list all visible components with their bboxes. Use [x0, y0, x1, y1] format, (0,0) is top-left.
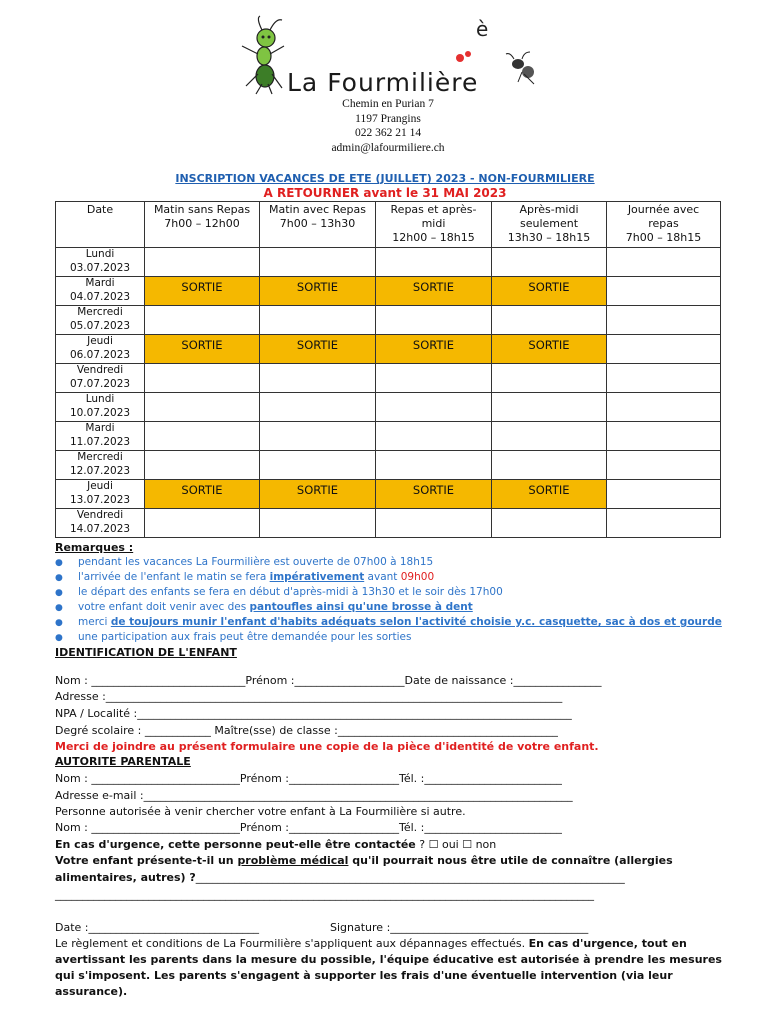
signature-field[interactable]: Signature :____________________________________	[330, 921, 589, 934]
table-row	[56, 248, 721, 277]
checkbox-cell[interactable]	[607, 451, 721, 480]
table-row	[56, 277, 721, 306]
remark-text-strong: pantoufles ainsi qu'une brosse à dent	[249, 601, 473, 613]
remark-text-post: avant	[364, 571, 401, 583]
medical-answer-line[interactable]: ______________________________________________________________________________	[195, 871, 625, 884]
remark-text-pre: votre enfant doit venir avec des	[78, 601, 250, 613]
child-grade-field[interactable]: Degré scolaire : ____________ Maître(sse) de classe :________________________________________	[55, 724, 558, 737]
authorized-name-field[interactable]: Nom : ___________________________Prénom :____________________Tél. :_________________________	[55, 821, 562, 834]
identification-heading: IDENTIFICATION DE L'ENFANT	[55, 646, 237, 659]
table-row	[56, 451, 721, 480]
parental-heading: AUTORITE PARENTALE	[55, 755, 191, 768]
address-email: admin@lafourmiliere.ch	[331, 141, 445, 154]
remark-text-pre: pendant les vacances La Fourmilière est ouverte de 07h00 à 18h15	[78, 556, 434, 568]
column-header	[145, 202, 260, 248]
medical-question-a: Votre enfant présente-t-il un	[55, 854, 238, 867]
checkbox-cell[interactable]	[145, 364, 260, 393]
medical-question	[55, 853, 673, 869]
checkbox-cell[interactable]	[376, 364, 492, 393]
remark-text-red: 09h00	[400, 571, 435, 583]
column-header-line: seulement	[519, 217, 579, 230]
checkbox-cell[interactable]	[607, 248, 721, 277]
checkbox-cell[interactable]	[607, 364, 721, 393]
date-cell	[56, 451, 145, 480]
remark-text-pre: merci	[78, 616, 111, 628]
date-cell-day: Mercredi	[77, 451, 123, 463]
date-cell	[56, 306, 145, 335]
date-cell-date: 06.07.2023	[69, 348, 131, 361]
sortie-cell: SORTIE	[260, 277, 376, 306]
parent-name-field[interactable]: Nom : ___________________________Prénom :____________________Tél. :_________________________	[55, 772, 562, 785]
remark-text-pre: le départ des enfants se fera en début d'après-midi à 13h30 et le soir dès 17h00	[78, 586, 503, 598]
parent-email-field[interactable]: Adresse e-mail :______________________________________________________________________________	[55, 789, 573, 802]
date-cell-date: 14.07.2023	[69, 522, 131, 535]
date-cell	[56, 422, 145, 451]
medical-question-c: alimentaires, autres) ?	[55, 871, 196, 884]
date-cell	[56, 364, 145, 393]
checkbox-cell[interactable]	[607, 422, 721, 451]
sortie-cell: SORTIE	[145, 277, 260, 306]
urgency-question-text: En cas d'urgence, cette personne peut-elle être contactée	[55, 838, 416, 851]
date-cell-date: 11.07.2023	[69, 435, 131, 448]
id-copy-notice: Merci de joindre au présent formulaire une copie de la pièce d'identité de votre enfant.	[55, 740, 599, 753]
checkbox-cell[interactable]	[492, 364, 607, 393]
remarks-heading: Remarques :	[55, 541, 134, 554]
checkbox-cell[interactable]	[376, 393, 492, 422]
urgency-options[interactable]: ? ☐ oui ☐ non	[419, 838, 497, 851]
date-cell	[56, 509, 145, 538]
bullet-icon: ●	[55, 633, 63, 643]
checkbox-cell[interactable]	[492, 393, 607, 422]
date-cell	[56, 393, 145, 422]
remark-item	[55, 585, 722, 600]
date-cell	[56, 480, 145, 509]
remark-item	[55, 630, 722, 645]
date-cell	[56, 335, 145, 364]
checkbox-cell[interactable]	[607, 277, 721, 306]
authorized-person-label: Personne autorisée à venir chercher votre enfant à La Fourmilière si autre.	[55, 805, 466, 818]
checkbox-cell[interactable]	[607, 480, 721, 509]
checkbox-cell[interactable]	[376, 306, 492, 335]
sortie-cell: SORTIE	[492, 335, 607, 364]
column-header-line: Repas et après-	[390, 203, 477, 216]
column-header-line: 7h00 – 13h30	[279, 217, 356, 230]
date-cell-day: Mardi	[85, 422, 115, 434]
medical-question-underlined: problème médical	[237, 854, 349, 867]
date-cell	[56, 277, 145, 306]
table-row	[56, 509, 721, 538]
table-row	[56, 364, 721, 393]
urgency-question	[55, 837, 496, 853]
sortie-cell: SORTIE	[145, 335, 260, 364]
column-header-line: 12h00 – 18h15	[392, 231, 475, 244]
remark-text-pre: une participation aux frais peut être demandée pour les sorties	[78, 631, 412, 643]
child-locality-field[interactable]: NPA / Localité :_______________________________________________________________________________	[55, 707, 572, 720]
schedule-table	[55, 201, 721, 538]
checkbox-cell[interactable]	[145, 248, 260, 277]
checkbox-cell[interactable]	[607, 393, 721, 422]
medical-answer-field-2[interactable]: __________________________________________________________________________________________________	[55, 888, 594, 901]
remark-text-strong: impérativement	[269, 571, 365, 583]
date-cell-date: 05.07.2023	[69, 319, 131, 332]
remark-item	[55, 600, 722, 615]
date-cell-day: Mardi	[85, 277, 115, 289]
date-cell-day: Lundi	[85, 248, 115, 260]
checkbox-cell[interactable]	[607, 335, 721, 364]
date-cell-date: 07.07.2023	[69, 377, 131, 390]
conditions-paragraph	[55, 936, 735, 1000]
medical-answer-field[interactable]	[55, 870, 625, 886]
column-header-line: Journée avec	[627, 203, 700, 216]
checkbox-cell[interactable]	[492, 451, 607, 480]
medical-question-b: qu'il pourrait nous être utile de connaître (allergies	[348, 854, 673, 867]
column-header-line: Matin sans Repas	[153, 203, 251, 216]
logo-text: La Fourmilière	[287, 68, 479, 97]
checkbox-cell[interactable]	[260, 306, 376, 335]
table-row	[56, 480, 721, 509]
remarks-list	[55, 555, 722, 645]
column-header-line: midi	[421, 217, 446, 230]
date-cell-day: Jeudi	[87, 480, 113, 492]
svg-text:è: è	[476, 17, 489, 41]
date-cell-date: 12.07.2023	[69, 464, 131, 477]
sortie-cell: SORTIE	[492, 480, 607, 509]
column-header-line: 7h00 – 18h15	[625, 231, 702, 244]
checkbox-cell[interactable]	[607, 509, 721, 538]
remark-text-pre: l'arrivée de l'enfant le matin se fera	[78, 571, 270, 583]
date-field[interactable]: Date :_______________________________	[55, 921, 259, 934]
checkbox-cell[interactable]	[260, 364, 376, 393]
column-header-line: Après-midi	[519, 203, 579, 216]
conditions-text: Le règlement et conditions de La Fourmilière s'appliquent aux dépannages effectués.	[55, 937, 529, 950]
remark-text-strong: de toujours munir l'enfant d'habits adéquats selon l'activité choisie y.c. casquette, sac à dos et gourde	[110, 616, 722, 628]
child-address-field[interactable]: Adresse :___________________________________________________________________________________	[55, 690, 563, 703]
table-row	[56, 335, 721, 364]
checkbox-cell[interactable]	[492, 306, 607, 335]
table-row	[56, 393, 721, 422]
table-row	[56, 422, 721, 451]
column-header	[260, 202, 376, 248]
column-header	[376, 202, 492, 248]
sortie-cell: SORTIE	[260, 335, 376, 364]
column-header	[492, 202, 607, 248]
checkbox-cell[interactable]	[260, 248, 376, 277]
deadline-notice: A RETOURNER avant le 31 MAI 2023	[263, 186, 507, 200]
checkbox-cell[interactable]	[376, 509, 492, 538]
date-cell-day: Vendredi	[76, 364, 124, 376]
date-cell-day: Vendredi	[76, 509, 124, 521]
sortie-cell: SORTIE	[376, 335, 492, 364]
date-cell-date: 10.07.2023	[69, 406, 131, 419]
checkbox-cell[interactable]	[145, 306, 260, 335]
address-street: Chemin en Purian 7	[342, 98, 434, 110]
bullet-icon: ●	[55, 588, 63, 598]
date-cell-day: Jeudi	[87, 335, 113, 347]
bullet-icon: ●	[55, 558, 63, 568]
checkbox-cell[interactable]	[260, 509, 376, 538]
checkbox-cell[interactable]	[260, 422, 376, 451]
date-cell-date: 04.07.2023	[69, 290, 131, 303]
column-header	[56, 202, 145, 248]
conditions-text-bold: En cas d'urgence, tout en avertissant les parents dans la mesure du possible, l'équipe éducative est autorisée à prendre les mesures qui s'imposent. Les parents s'engagent à supporter les frais d'une éventuelle intervention (via leur assurance).	[55, 937, 722, 998]
checkbox-cell[interactable]	[260, 451, 376, 480]
date-cell	[56, 248, 145, 277]
checkbox-cell[interactable]	[376, 422, 492, 451]
bullet-icon: ●	[55, 618, 63, 628]
sortie-cell: SORTIE	[492, 277, 607, 306]
column-header-line: 13h30 – 18h15	[507, 231, 591, 244]
child-name-field[interactable]: Nom : ____________________________Prénom :____________________Date de naissance :________________	[55, 674, 602, 687]
checkbox-cell[interactable]	[145, 422, 260, 451]
checkbox-cell[interactable]	[492, 422, 607, 451]
checkbox-cell[interactable]	[145, 451, 260, 480]
column-header	[607, 202, 721, 248]
date-cell-date: 13.07.2023	[69, 493, 131, 506]
sortie-cell: SORTIE	[376, 480, 492, 509]
column-header-line: Matin avec Repas	[268, 203, 366, 216]
checkbox-cell[interactable]	[260, 393, 376, 422]
date-cell-date: 03.07.2023	[69, 261, 131, 274]
sortie-cell: SORTIE	[376, 277, 492, 306]
form-title: INSCRIPTION VACANCES DE ETE (JUILLET) 2023 - NON-FOURMILIERE	[175, 172, 595, 185]
table-row	[56, 306, 721, 335]
sortie-cell: SORTIE	[145, 480, 260, 509]
checkbox-cell[interactable]	[492, 248, 607, 277]
table-header-row	[56, 202, 721, 248]
address-block	[300, 97, 476, 155]
remark-item	[55, 615, 722, 630]
sortie-cell: SORTIE	[260, 480, 376, 509]
bullet-icon: ●	[55, 603, 63, 613]
date-cell-day: Mercredi	[77, 306, 123, 318]
checkbox-cell[interactable]	[145, 393, 260, 422]
column-header-line: 7h00 – 12h00	[164, 217, 240, 230]
address-phone: 022 362 21 14	[354, 127, 422, 139]
checkbox-cell[interactable]	[376, 451, 492, 480]
remark-item	[55, 570, 722, 585]
checkbox-cell[interactable]	[492, 509, 607, 538]
date-cell-day: Lundi	[85, 393, 115, 405]
column-header-line: Date	[86, 203, 114, 216]
checkbox-cell[interactable]	[607, 306, 721, 335]
checkbox-cell[interactable]	[145, 509, 260, 538]
bullet-icon: ●	[55, 573, 63, 583]
address-city: 1197 Prangins	[355, 112, 421, 125]
checkbox-cell[interactable]	[376, 248, 492, 277]
column-header-line: repas	[648, 217, 679, 230]
remark-item	[55, 555, 722, 570]
